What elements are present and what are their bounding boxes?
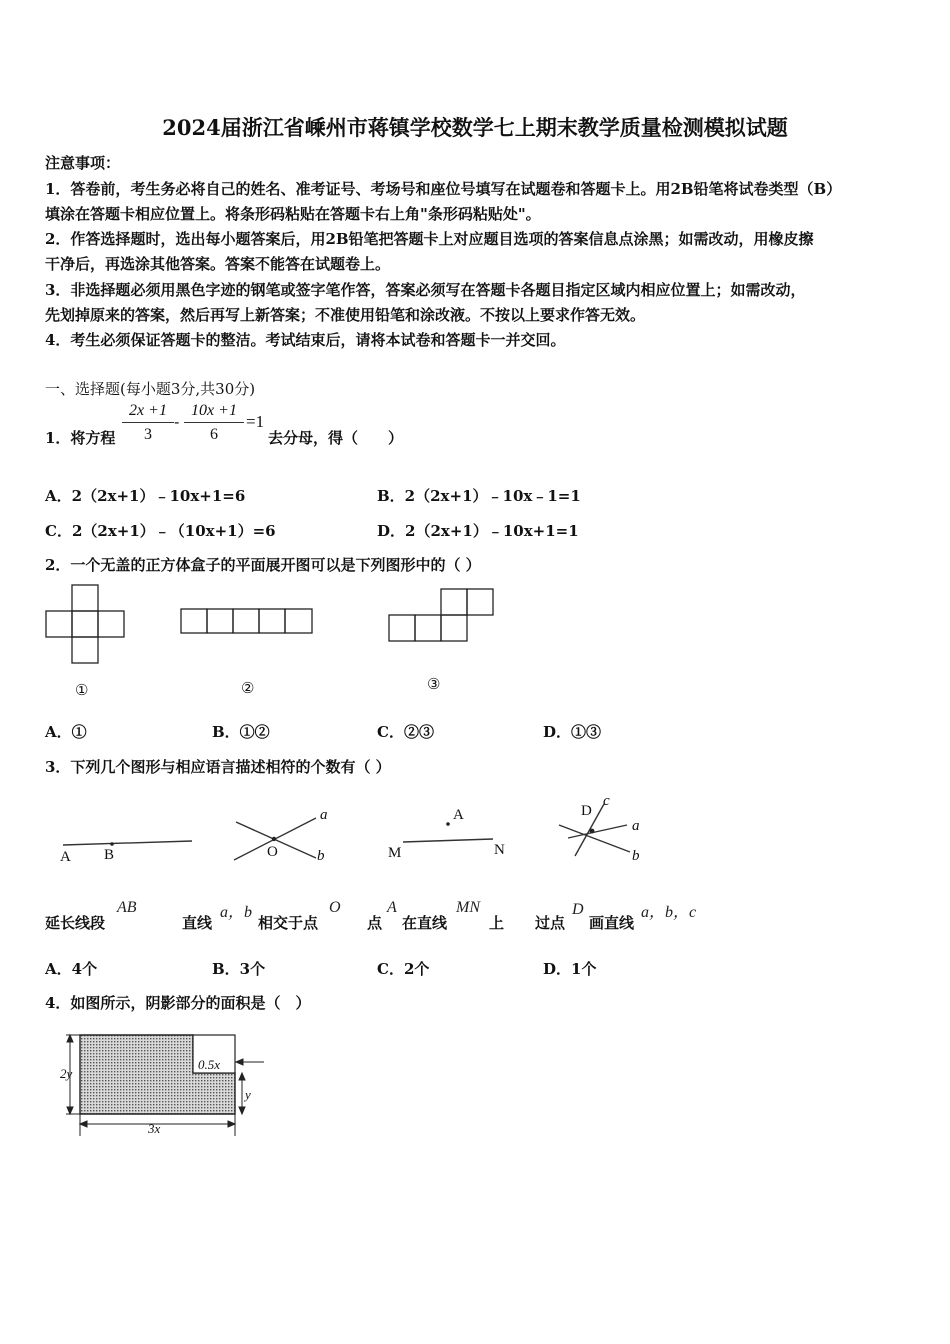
net1-label: ① bbox=[75, 681, 89, 699]
notice-line: 1．答卷前，考生务必将自己的姓名、准考证号、考场号和座位号填写在试题卷和答题卡上。用2B铅笔将试卷类型（B） bbox=[45, 180, 842, 198]
q1-option-d: D．2（2x+1）﹣10x+1=1 bbox=[377, 522, 579, 540]
notice-line: 干净后，再选涂其他答案。答案不能答在试题卷上。 bbox=[45, 255, 391, 273]
q1-suffix: 去分母，得（ ） bbox=[268, 429, 404, 447]
q3-option-d: D．1个 bbox=[543, 960, 597, 978]
q4-label-3x: 3x bbox=[148, 1121, 161, 1136]
q3-fig2-label-o: O bbox=[267, 844, 278, 860]
q2-option-a: A．① bbox=[45, 723, 87, 741]
q3-fig3-label-n: N bbox=[494, 842, 505, 858]
q1-option-c: C．2（2x+1）﹣（10x+1）=6 bbox=[45, 522, 276, 540]
q1-minus: - bbox=[174, 412, 180, 431]
q3-desc3-math: A bbox=[387, 899, 397, 916]
q3-desc1: 延长线段 bbox=[45, 914, 106, 932]
page-title: 2024届浙江省嵊州市蒋镇学校数学七上期末教学质量检测模拟试题 bbox=[162, 115, 788, 140]
q4-label-2y: 2y bbox=[60, 1066, 73, 1081]
q3-option-b: B．3个 bbox=[212, 960, 266, 978]
q1-fraction-1: 2x +1 3 bbox=[122, 402, 174, 444]
q4-label-y: y bbox=[245, 1087, 251, 1102]
q3-fig1-label-a: A bbox=[60, 849, 71, 865]
q3-fig3-label-a: A bbox=[453, 807, 464, 823]
q3-desc3-mn: MN bbox=[456, 899, 480, 916]
q3-desc2-o: O bbox=[329, 899, 341, 916]
q4-text: 4．如图所示，阴影部分的面积是（ ） bbox=[45, 994, 311, 1012]
q3-fig2-label-b: b bbox=[317, 848, 325, 864]
q3-desc2-b: 相交于点 bbox=[258, 914, 319, 932]
q3-fig3-label-m: M bbox=[388, 845, 402, 861]
q3-fig4-label-b: b bbox=[632, 848, 640, 864]
q3-desc1-math: AB bbox=[117, 899, 137, 916]
notice-line: 4．考生必须保证答题卡的整洁。考试结束后，请将本试卷和答题卡一并交回。 bbox=[45, 331, 566, 349]
q3-desc4-math: D bbox=[572, 901, 584, 918]
section-heading: 一、选择题(每小题3分,共30分) bbox=[45, 380, 256, 398]
q3-desc2-a: 直线 bbox=[182, 914, 213, 932]
q3-fig2-label-a: a bbox=[320, 807, 328, 823]
q3-desc3-b: 在直线 bbox=[402, 914, 448, 932]
q4-label-notch: 0.5x bbox=[198, 1057, 221, 1072]
q2-option-c: C．②③ bbox=[377, 723, 434, 741]
q2-text: 2．一个无盖的正方体盒子的平面展开图可以是下列图形中的（ ） bbox=[45, 556, 481, 574]
net3-label: ③ bbox=[427, 675, 441, 693]
q1-equals: =1 bbox=[246, 412, 265, 431]
notice-line: 3．非选择题必须用黑色字迹的钢笔或签字笔作答，答案必须写在答题卡各题目指定区域内相应位置上；如需改动， bbox=[45, 281, 806, 299]
notice-line: 先划掉原来的答案，然后再写上新答案；不准使用铅笔和涂改液。不按以上要求作答无效。 bbox=[45, 306, 646, 324]
q3-desc4-b: 画直线 bbox=[589, 914, 635, 932]
q1-fraction-2: 10x +1 6 bbox=[184, 402, 244, 444]
notice-line: 填涂在答题卡相应位置上。将条形码粘贴在答题卡右上角"条形码粘贴处"。 bbox=[45, 205, 541, 223]
q3-desc4-a: 过点 bbox=[535, 914, 566, 932]
q3-option-c: C．2个 bbox=[377, 960, 430, 978]
q3-desc3-c: 上 bbox=[489, 914, 505, 932]
q3-desc3-a: 点 bbox=[367, 914, 383, 932]
q3-text: 3．下列几个图形与相应语言描述相符的个数有（ ） bbox=[45, 758, 391, 776]
q3-desc2-math: a，b bbox=[220, 904, 253, 921]
q3-desc4-abc: a，b，c bbox=[641, 904, 697, 921]
net2-label: ② bbox=[241, 679, 255, 697]
q1-prefix: 1．将方程 bbox=[45, 429, 116, 447]
q3-fig1-label-b: B bbox=[104, 847, 115, 863]
notice-line: 2．作答选择题时，选出每小题答案后，用2B铅笔把答题卡上对应题目选项的答案信息点涂黑；如需改动，用橡皮擦 bbox=[45, 230, 814, 248]
q1-option-a: A．2（2x+1）﹣10x+1=6 bbox=[45, 487, 246, 505]
q3-option-a: A．4个 bbox=[45, 960, 98, 978]
q3-fig4-label-c: c bbox=[603, 793, 610, 809]
q2-option-d: D．①③ bbox=[543, 723, 602, 741]
q1-option-b: B．2（2x+1）﹣10x﹣1=1 bbox=[377, 487, 581, 505]
q2-option-b: B．①② bbox=[212, 723, 270, 741]
q3-fig4-label-d: D bbox=[581, 803, 592, 819]
q3-fig4-label-a: a bbox=[632, 818, 640, 834]
notice-heading: 注意事项： bbox=[45, 154, 121, 172]
